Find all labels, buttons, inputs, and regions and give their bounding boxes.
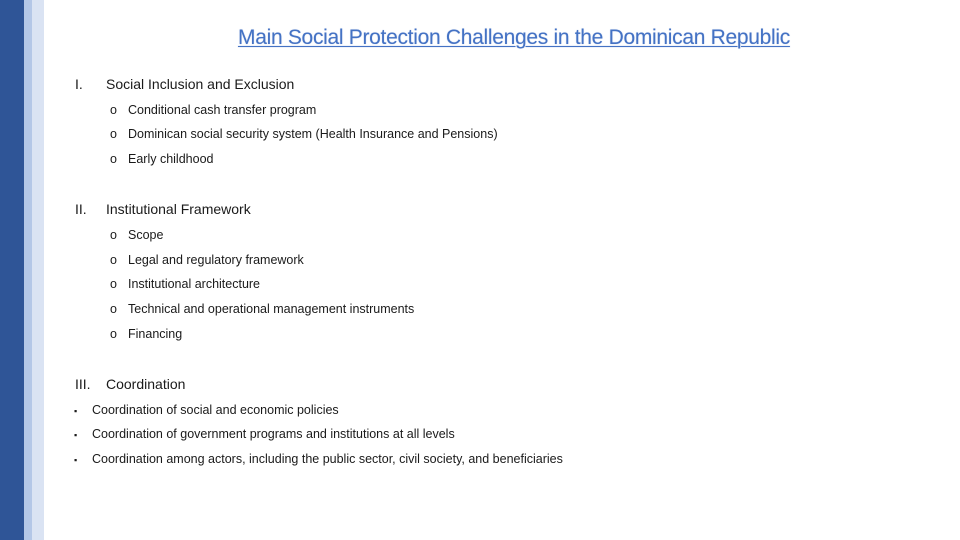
section-title: Social Inclusion and Exclusion [106,76,295,92]
list-item-text: Scope [128,228,164,242]
section-title: Coordination [106,376,186,392]
circle-bullet-icon: o [110,277,117,291]
section-number: III. [75,376,91,392]
section-title: Institutional Framework [106,201,251,217]
list-item-text: Financing [128,327,183,341]
circle-bullet-icon: o [110,327,117,341]
circle-bullet-icon: o [110,253,117,267]
circle-bullet-icon: o [110,228,117,242]
list-item-text: Coordination among actors, including the public sector, civil society, and beneficiaries [92,452,563,466]
list-item-text: Conditional cash transfer program [128,103,317,117]
circle-bullet-icon: o [110,127,117,141]
list-item-text: Early childhood [128,152,214,166]
circle-bullet-icon: o [110,302,117,316]
square-bullet-icon: ▪ [74,430,78,440]
list-item-text: Coordination of social and economic policies [92,403,339,417]
list-item-text: Technical and operational management instruments [128,302,415,316]
list-item-text: Institutional architecture [128,277,261,291]
slide-title: Main Social Protection Challenges in the Dominican Republic [238,26,790,49]
side-bar-light [24,0,32,540]
circle-bullet-icon: o [110,152,117,166]
circle-bullet-icon: o [110,103,117,117]
square-bullet-icon: ▪ [74,455,78,465]
side-bar-dark [0,0,24,540]
square-bullet-icon: ▪ [74,406,78,416]
section-number: II. [75,201,87,217]
list-item-text: Dominican social security system (Health Insurance and Pensions) [128,127,498,141]
list-item-text: Coordination of government programs and institutions at all levels [92,427,455,441]
list-item-text: Legal and regulatory framework [128,253,304,267]
section-number: I. [75,76,83,92]
side-bar-pale [32,0,44,540]
